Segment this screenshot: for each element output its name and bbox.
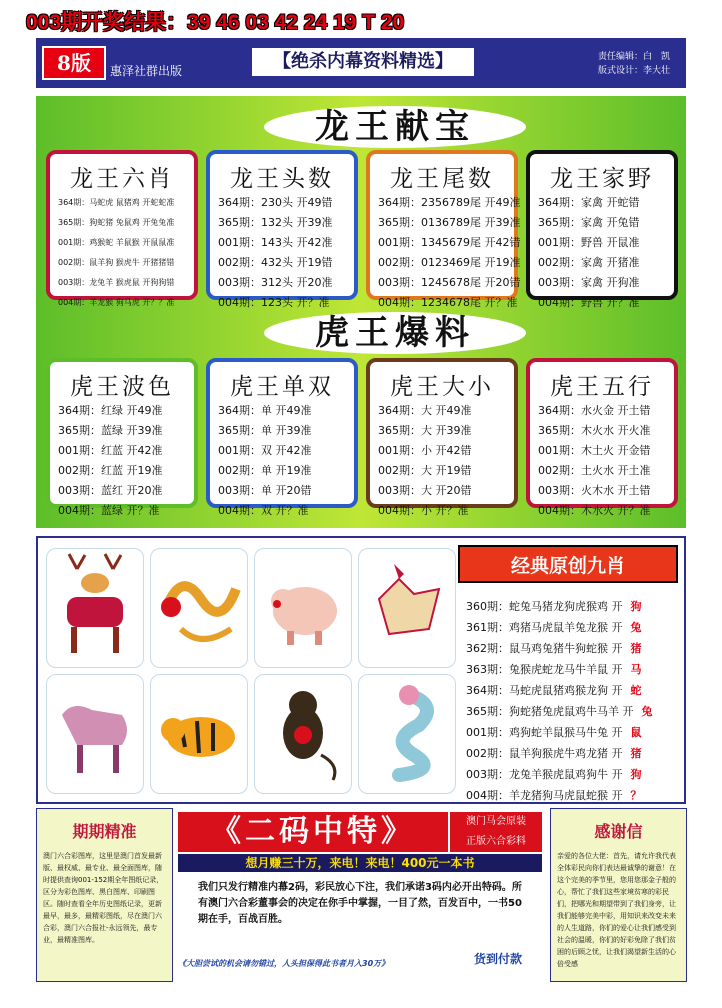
edition-badge: 8版: [42, 46, 106, 80]
editor-credits: [598, 50, 670, 78]
row-text: 002期：鼠羊狗猴虎牛鸡龙猪 开: [466, 747, 623, 760]
thank-you-box: [550, 808, 687, 982]
footer: [36, 808, 686, 988]
card-title: 龙王头数: [230, 166, 334, 192]
card-row: 001期：小 开42错: [378, 444, 472, 457]
horse-icon: [47, 675, 143, 793]
card-row: 004期：123头 开？准: [218, 296, 330, 309]
card-row: 001期：红蓝 开42准: [58, 444, 163, 457]
nine-zodiac-row: [466, 680, 653, 701]
deer-icon: [47, 549, 143, 667]
prediction-card: [366, 358, 518, 517]
card-title: 龙王家野: [550, 166, 654, 192]
row-answer: 猪: [630, 747, 642, 760]
tiger-image: [150, 674, 248, 794]
nine-zodiac-title: 经典原创九肖: [458, 545, 678, 583]
card-row: 004期：小 开？准: [378, 504, 469, 517]
card-row: 004期：双 开？准: [218, 504, 309, 517]
snake-icon: [359, 675, 455, 793]
card-row: 002期：大 开19错: [378, 464, 472, 477]
editor-line: 责任编辑：白 凯: [598, 52, 671, 62]
card-row: 003期：家禽 开狗准: [538, 276, 640, 289]
card-title: 虎王单双: [230, 374, 334, 400]
left-info-box: [36, 808, 173, 982]
row-text: 004期：羊龙猪狗马虎鼠蛇猴 开: [466, 789, 623, 802]
card-row: 002期：0123469尾 开19准: [378, 256, 521, 269]
card-row: 003期：312头 开20准: [218, 276, 333, 289]
card-title: 虎王大小: [390, 374, 494, 400]
row-text: 361期：鸡猪马虎鼠羊兔龙猴 开: [466, 621, 623, 634]
nine-zodiac-row: [466, 701, 653, 722]
deer-image: [46, 548, 144, 668]
card-row: 365期：蓝绿 开39准: [58, 424, 163, 437]
pig-image: [254, 548, 352, 668]
dragon-image: [150, 548, 248, 668]
left-box-text: 澳门六合彩图库，这里是澳门首发最新版、最权威、最专业、最全面图库，随时提供查询001-152期全年图纸记录，区分为彩色图库、黑白图库、印刷图区。随时查看全年历史图纸记录，更新最早，最多，最精彩图纸，尽在澳门六合彩，澳门六合报社-永远领先，最专业，最精准图库。: [43, 852, 164, 944]
card-row: 364期：红绿 开49准: [58, 404, 163, 417]
card-row: 001期：鸡猴蛇 羊鼠猴 开鼠鼠准: [58, 238, 175, 247]
pig-icon: [255, 549, 351, 667]
card-row: 001期：双 开42准: [218, 444, 312, 457]
row-text: 362期：鼠马鸡兔猪牛狗蛇猴 开: [466, 642, 623, 655]
card-row: 004期：木水火 开？准: [538, 504, 651, 517]
nine-zodiac-row: [466, 743, 653, 764]
dog-image: [358, 548, 456, 668]
designer-line: 版式设计：李大壮: [598, 66, 671, 76]
ad-text: 我们只发行精准内幕2码，彩民放心下注，我们承诺3码内必开出特码。所有澳门六合彩董事会的决定在你手中掌握，一目了然，百发百中，一书50期在手，百战百胜。: [198, 882, 522, 925]
banner-tiger-king: 虎王爆料: [264, 312, 526, 354]
card-row: 002期：单 开19准: [218, 464, 312, 477]
card-row: 365期：狗蛇猪 兔鼠鸡 开兔兔准: [58, 218, 175, 227]
card-row: 001期：木土火 开金错: [538, 444, 651, 457]
card-row: 364期：大 开49准: [378, 404, 472, 417]
dragon-icon: [151, 549, 247, 667]
row-text: 364期：马蛇虎鼠猪鸡猴龙狗 开: [466, 684, 623, 697]
card-row: 364期：2356789尾 开49准: [378, 196, 521, 209]
card-row: 364期：家禽 开蛇错: [538, 196, 640, 209]
publisher-label: 惠泽社群出版: [110, 64, 183, 78]
card-title: 龙王六肖: [70, 166, 174, 192]
prediction-card: [366, 150, 521, 309]
card-row: 365期：木火水 开火准: [538, 424, 651, 437]
card-row: 003期：蓝红 开20准: [58, 484, 163, 497]
card-row: 365期：家禽 开兔错: [538, 216, 640, 229]
row-answer: 兔: [630, 621, 642, 634]
prediction-card: [206, 358, 358, 517]
snake-image: [358, 674, 456, 794]
row-answer: 兔: [641, 705, 653, 718]
card-row: 365期：单 开39准: [218, 424, 312, 437]
ad-side-line1: 澳门马会原装: [466, 816, 526, 827]
card-row: 002期：家禽 开猪准: [538, 256, 640, 269]
nine-zodiac-row: [466, 785, 653, 806]
row-answer: 鼠: [630, 726, 642, 739]
ad-footnote: 《大胆尝试的机会请勿错过，人头担保得此书者月入30万》: [178, 959, 390, 968]
nine-zodiac-row: [466, 617, 653, 638]
card-row: 365期：132头 开39准: [218, 216, 333, 229]
green-panel: [36, 96, 686, 528]
card-row: 003期：龙兔羊 猴虎鼠 开狗狗错: [58, 278, 175, 287]
card-row: 364期：水火金 开土错: [538, 404, 651, 417]
card-row: 002期：土火水 开土准: [538, 464, 651, 477]
card-row: 004期：蓝绿 开？准: [58, 504, 160, 517]
rat-image: [254, 674, 352, 794]
thank-you-title: 感谢信: [594, 822, 643, 841]
card-row: 003期：火木水 开土错: [538, 484, 651, 497]
dog-icon: [359, 549, 455, 667]
card-row: 004期：羊龙猴 狗马虎 开？？准: [58, 298, 175, 307]
card-row: 364期：马蛇虎 鼠猪鸡 开蛇蛇准: [58, 198, 175, 207]
card-row: 001期：1345679尾 开42错: [378, 236, 521, 249]
promo-line: 想月赚三十万，来电！来电！400元一本书: [178, 854, 542, 872]
row-answer: 狗: [630, 600, 642, 613]
horse-image: [46, 674, 144, 794]
rat-icon: [255, 675, 351, 793]
card-title: 虎王五行: [550, 374, 654, 400]
row-text: 363期：兔猴虎蛇龙马牛羊鼠 开: [466, 663, 623, 676]
card-row: 002期：鼠羊狗 猴虎牛 开猪猪错: [58, 258, 175, 267]
ad-side-line2: 正版六合彩料: [466, 836, 526, 847]
ad-side-label: [450, 812, 542, 852]
prediction-card: [526, 150, 678, 309]
cash-on-delivery: 货到付款: [474, 952, 523, 966]
prediction-card: [46, 150, 198, 307]
prediction-card: [526, 358, 678, 517]
draw-result-headline: 003期开奖结果：39 46 03 42 24 19 T 20: [26, 11, 405, 34]
nine-zodiac-row: [466, 764, 653, 785]
row-answer: 马: [630, 663, 642, 676]
nine-zodiac-row: [466, 659, 653, 680]
banner-dragon-king: 龙王献宝: [264, 106, 526, 148]
nine-zodiac-list: [466, 596, 653, 806]
row-answer: ？: [630, 789, 642, 802]
card-row: 003期：大 开20错: [378, 484, 472, 497]
row-text: 365期：狗蛇猪兔虎鼠鸡牛马羊 开: [466, 705, 634, 718]
ad-box: [174, 808, 546, 980]
row-text: 003期：龙兔羊猴虎鼠鸡狗牛 开: [466, 768, 623, 781]
card-row: 364期：230头 开49错: [218, 196, 333, 209]
card-row: 003期：单 开20错: [218, 484, 312, 497]
card-row: 002期：432头 开19错: [218, 256, 333, 269]
row-answer: 蛇: [630, 684, 642, 697]
row-answer: 狗: [630, 768, 642, 781]
card-row: 001期：143头 开42准: [218, 236, 333, 249]
nine-zodiac-row: [466, 722, 653, 743]
left-box-title: 期期精准: [72, 822, 137, 841]
card-title: 虎王波色: [70, 374, 174, 400]
section-title: 【绝杀内幕资料精选】: [252, 48, 474, 76]
tiger-icon: [151, 675, 247, 793]
card-row: 001期：野兽 开鼠准: [538, 236, 640, 249]
prediction-card: [46, 358, 198, 517]
card-row: 004期：1234678尾 开？准: [378, 296, 518, 309]
card-row: 365期：大 开39准: [378, 424, 472, 437]
thank-you-text: 亲爱的各位大佬：首先，请允许我代表全体彩民向你们表达最诚挚的谢意！在这个完美的季节里，您用您那金子般的心，帮忙了我们这些家境贫寒的彩民们，把哪光和期望带到了我们身旁，让我们能够完美中彩，用知识来改变未来的人生道路，你们的爱心让我们感受到社会的温暖，你们的好彩免除了我们贫困的后顾之忧，让我们渴望新生活的心倍受感: [557, 852, 676, 968]
card-row: 365期：0136789尾 开39准: [378, 216, 521, 229]
row-text: 001期：鸡狗蛇羊鼠猴马牛兔 开: [466, 726, 623, 739]
card-row: 003期：1245678尾 开20错: [378, 276, 521, 289]
card-title: 龙王尾数: [390, 166, 494, 192]
card-row: 364期：单 开49准: [218, 404, 312, 417]
prediction-card: [206, 150, 358, 309]
row-answer: 猪: [630, 642, 642, 655]
row-text: 360期：蛇兔马猪龙狗虎猴鸡 开: [466, 600, 623, 613]
card-row: 004期：野兽 开？准: [538, 296, 640, 309]
card-row: 002期：红蓝 开19准: [58, 464, 163, 477]
nine-zodiac-row: [466, 596, 653, 617]
ad-headline: 《二码中特》: [178, 812, 448, 852]
nine-zodiac-row: [466, 638, 653, 659]
